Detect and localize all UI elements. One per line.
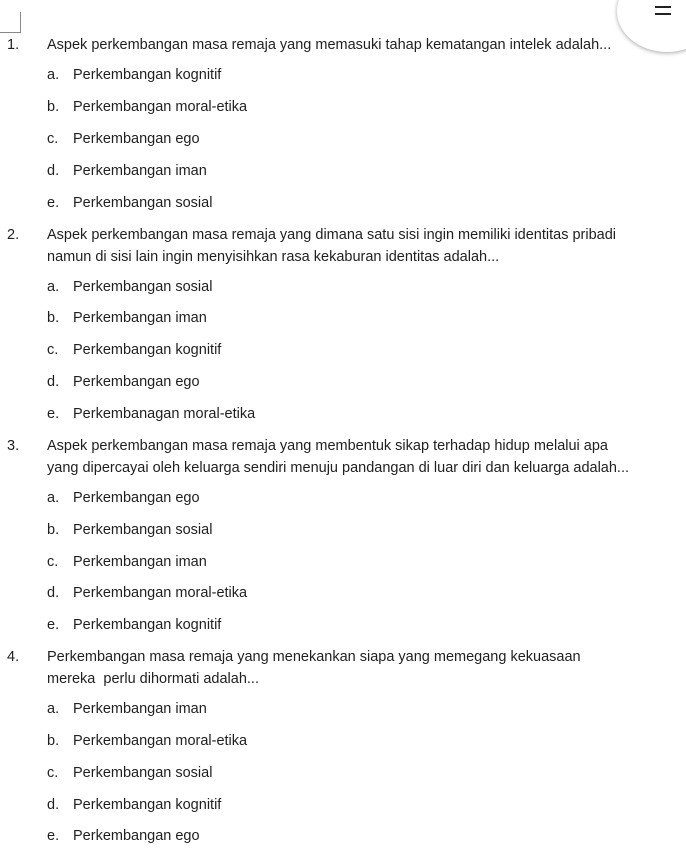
option-text: Perkembangan moral-etika <box>73 733 248 749</box>
question-number: 1. <box>7 37 20 53</box>
option-2b <box>47 307 207 329</box>
option-letter: c. <box>47 554 59 570</box>
question-line: Perkembangan masa remaja yang menekankan siapa yang memegang kekuasaan <box>47 649 581 665</box>
option-1e <box>47 192 212 214</box>
option-letter: c. <box>47 131 59 147</box>
crop-mark <box>0 12 21 33</box>
option-3e <box>47 614 221 636</box>
option-letter: a. <box>47 279 60 295</box>
option-text: Perkembanagan moral-etika <box>73 406 256 422</box>
option-text: Perkembangan kognitif <box>73 67 222 83</box>
option-1c <box>47 128 200 150</box>
option-letter: e. <box>47 406 60 422</box>
option-letter: b. <box>47 99 60 115</box>
option-2c <box>47 339 221 361</box>
option-3d <box>47 582 247 604</box>
question-line: Aspek perkembangan masa remaja yang membentuk sikap terhadap hidup melalui apa <box>47 438 608 454</box>
option-2e <box>47 403 255 425</box>
option-1d <box>47 160 207 182</box>
option-2a <box>47 276 212 298</box>
menu-icon-bar <box>655 13 671 15</box>
question-number: 3. <box>7 438 20 454</box>
option-4a <box>47 698 207 720</box>
option-text: Perkembangan iman <box>73 554 207 570</box>
option-text: Perkembangan iman <box>73 310 207 326</box>
option-3c <box>47 551 207 573</box>
question-text <box>47 435 672 479</box>
option-1a <box>47 64 221 86</box>
question-line: Aspek perkembangan masa remaja yang memasuki tahap kematangan intelek adalah... <box>47 37 612 53</box>
option-text: Perkembangan moral-etika <box>73 99 248 115</box>
option-text: Perkembangan sosial <box>73 765 213 781</box>
question-text <box>47 224 672 268</box>
option-text: Perkembangan iman <box>73 163 207 179</box>
question-line: yang dipercayai oleh keluarga sendiri menuju pandangan di luar diri dan keluarga adalah... <box>47 460 630 476</box>
option-text: Perkembangan sosial <box>73 195 213 211</box>
option-3a <box>47 487 200 509</box>
option-text: Perkembangan sosial <box>73 279 213 295</box>
option-letter: d. <box>47 797 60 813</box>
option-4e <box>47 825 200 847</box>
option-1b <box>47 96 247 118</box>
option-letter: b. <box>47 522 60 538</box>
option-4b <box>47 730 247 752</box>
option-text: Perkembangan ego <box>73 374 200 390</box>
option-letter: d. <box>47 163 60 179</box>
option-letter: a. <box>47 490 60 506</box>
option-text: Perkembangan kognitif <box>73 797 222 813</box>
option-4d <box>47 794 221 816</box>
option-letter: c. <box>47 765 59 781</box>
option-letter: d. <box>47 374 60 390</box>
menu-icon <box>655 6 671 8</box>
option-letter: c. <box>47 342 59 358</box>
option-text: Perkembangan kognitif <box>73 342 222 358</box>
option-letter: d. <box>47 585 60 601</box>
question-text <box>47 646 672 690</box>
option-2d <box>47 371 200 393</box>
option-letter: a. <box>47 67 60 83</box>
option-text: Perkembangan ego <box>73 490 200 506</box>
question-line: namun di sisi lain ingin menyisihkan rasa kekaburan identitas adalah... <box>47 249 500 265</box>
option-letter: e. <box>47 195 60 211</box>
option-letter: e. <box>47 617 60 633</box>
option-text: Perkembangan iman <box>73 701 207 717</box>
option-letter: b. <box>47 310 60 326</box>
option-text: Perkembangan ego <box>73 828 200 844</box>
option-text: Perkembangan moral-etika <box>73 585 248 601</box>
option-3b <box>47 519 212 541</box>
question-line: mereka perlu dihormati adalah... <box>47 671 259 687</box>
question-text <box>47 34 672 56</box>
option-letter: b. <box>47 733 60 749</box>
question-number: 4. <box>7 649 20 665</box>
option-letter: e. <box>47 828 60 844</box>
option-text: Perkembangan sosial <box>73 522 213 538</box>
question-line: Aspek perkembangan masa remaja yang dimana satu sisi ingin memiliki identitas pribadi <box>47 227 617 243</box>
question-number: 2. <box>7 227 20 243</box>
option-letter: a. <box>47 701 60 717</box>
option-text: Perkembangan kognitif <box>73 617 222 633</box>
option-text: Perkembangan ego <box>73 131 200 147</box>
option-4c <box>47 762 212 784</box>
